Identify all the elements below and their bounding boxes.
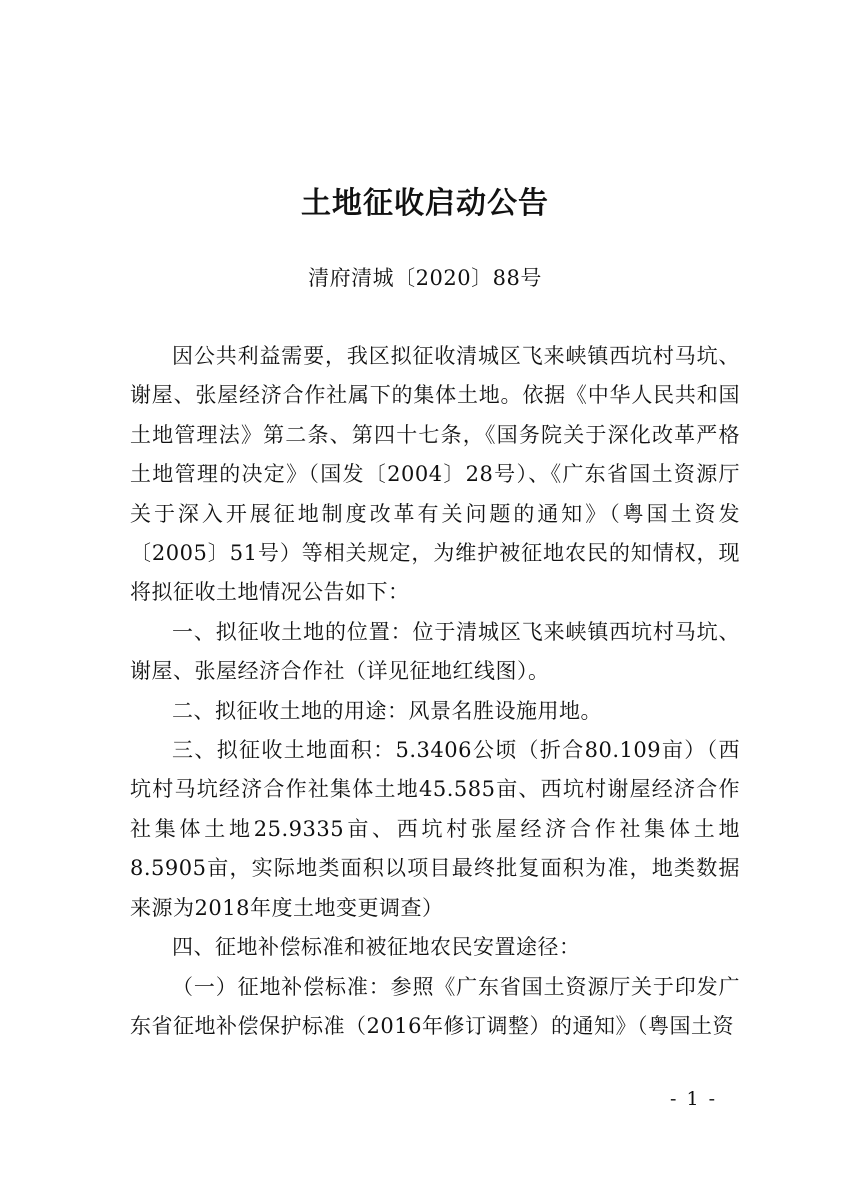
intro-paragraph: 因公共利益需要，我区拟征收清城区飞来峡镇西坑村马坑、谢屋、张屋经济合作社属下的集体土地。依据《中华人民共和国土地管理法》第二条、第四十七条，《国务院关于深化改革严格土地管理的决定》（国发〔2004〕28号）、《广东省国土资源厅关于深入开展征地制度改革有关问题的通知》（粤国土资发〔2005〕51号）等相关规定，为维护被征地农民的知情权，现将拟征收土地情况公告如下： (130, 344, 740, 605)
page-number: - 1 - (670, 1088, 718, 1110)
document-number: 清府清城〔2020〕88号 (308, 266, 542, 290)
area-paragraph: 三、拟征收土地面积：5.3406公顷（折合80.109亩）（西坑村马坑经济合作社集体土地45.585亩、西坑村谢屋经济合作社集体土地25.9335亩、西坑村张屋经济合作社集体土地8.5905亩，实际地类面积以项目最终批复面积为准，地类数据来源为2018年度土地变更调查） (130, 738, 740, 920)
usage-paragraph: 二、拟征收土地的用途：风景名胜设施用地。 (172, 698, 602, 723)
compensation-standard-paragraph: （一）征地补偿标准：参照《广东省国土资源厅关于印发广东省征地补偿保护标准（2016年修订调整）的通知》（粤国土资 (130, 974, 740, 1038)
document-title: 土地征收启动公告 (301, 186, 549, 221)
document-body (130, 337, 740, 1046)
location-paragraph: 一、拟征收土地的位置：位于清城区飞来峡镇西坑村马坑、谢屋、张屋经济合作社（详见征地红线图）。 (130, 619, 740, 684)
compensation-heading: 四、征地补偿标准和被征地农民安置途径： (172, 935, 581, 960)
